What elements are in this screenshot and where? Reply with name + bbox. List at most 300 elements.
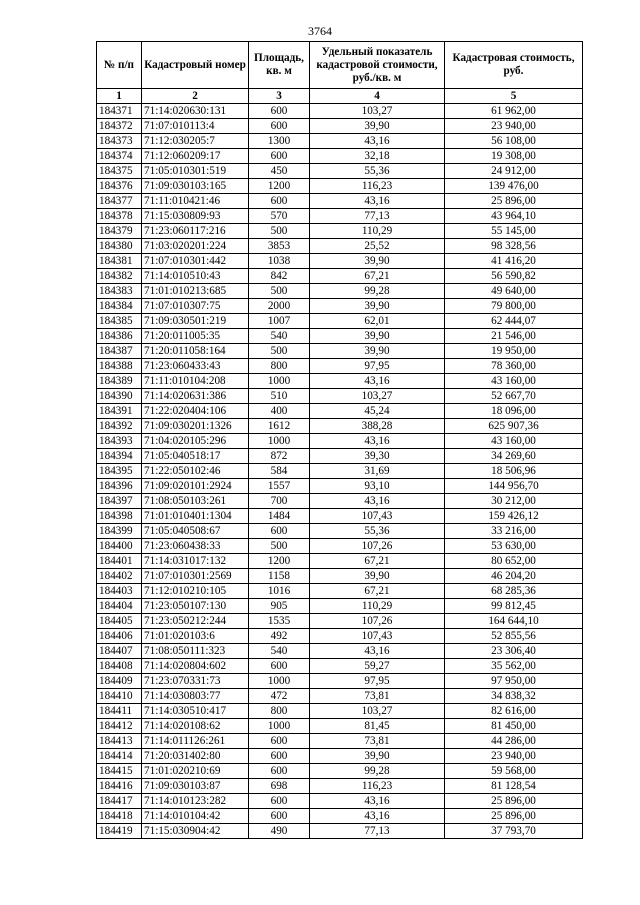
- cadastral-number-cell: 71:08:050111:323: [142, 644, 249, 659]
- specific-indicator-cell: 81,45: [310, 719, 445, 734]
- row-number-cell: 184401: [97, 554, 142, 569]
- cadastral-value-cell: 625 907,36: [445, 419, 583, 434]
- area-cell: 492: [249, 629, 310, 644]
- cadastral-number-cell: 71:14:020631:386: [142, 389, 249, 404]
- table-header: [97, 42, 583, 104]
- specific-indicator-cell: 103,27: [310, 704, 445, 719]
- cadastral-number-cell: 71:11:010104:208: [142, 374, 249, 389]
- specific-indicator-cell: 107,26: [310, 539, 445, 554]
- area-cell: 500: [249, 224, 310, 239]
- row-number-cell: 184408: [97, 659, 142, 674]
- row-number-cell: 184400: [97, 539, 142, 554]
- cadastral-value-cell: 56 590,82: [445, 269, 583, 284]
- row-number-cell: 184402: [97, 569, 142, 584]
- area-cell: 800: [249, 359, 310, 374]
- cadastral-value-cell: 68 285,36: [445, 584, 583, 599]
- table-row: [97, 509, 583, 524]
- row-number-cell: 184381: [97, 254, 142, 269]
- area-cell: 872: [249, 449, 310, 464]
- specific-indicator-cell: 39,90: [310, 749, 445, 764]
- cadastral-number-cell: 71:03:020201:224: [142, 239, 249, 254]
- row-number-cell: 184414: [97, 749, 142, 764]
- row-number-cell: 184373: [97, 134, 142, 149]
- table-row: [97, 629, 583, 644]
- cadastral-number-cell: 71:09:030201:1326: [142, 419, 249, 434]
- table-row: [97, 209, 583, 224]
- table-row: [97, 149, 583, 164]
- cadastral-value-cell: 56 108,00: [445, 134, 583, 149]
- cadastral-number-cell: 71:14:020804:602: [142, 659, 249, 674]
- table-row: [97, 359, 583, 374]
- row-number-cell: 184390: [97, 389, 142, 404]
- table-row: [97, 764, 583, 779]
- table-row: [97, 239, 583, 254]
- area-cell: 500: [249, 344, 310, 359]
- table-row: [97, 269, 583, 284]
- cadastral-value-cell: 35 562,00: [445, 659, 583, 674]
- table-body: [97, 104, 583, 839]
- cadastral-number-cell: 71:09:030103:87: [142, 779, 249, 794]
- cadastral-value-cell: 98 328,56: [445, 239, 583, 254]
- table-row: [97, 119, 583, 134]
- specific-indicator-cell: 103,27: [310, 389, 445, 404]
- cadastral-value-cell: 80 652,00: [445, 554, 583, 569]
- area-cell: 490: [249, 824, 310, 839]
- cadastral-value-cell: 25 896,00: [445, 194, 583, 209]
- specific-indicator-cell: 39,90: [310, 569, 445, 584]
- cadastral-value-cell: 49 640,00: [445, 284, 583, 299]
- cadastral-number-cell: 71:07:010301:442: [142, 254, 249, 269]
- cadastral-number-cell: 71:20:011058:164: [142, 344, 249, 359]
- table-row: [97, 404, 583, 419]
- area-cell: 1038: [249, 254, 310, 269]
- cadastral-value-cell: 53 630,00: [445, 539, 583, 554]
- specific-indicator-cell: 388,28: [310, 419, 445, 434]
- cadastral-value-cell: 34 838,32: [445, 689, 583, 704]
- cadastral-value-cell: 43 160,00: [445, 434, 583, 449]
- specific-indicator-cell: 39,90: [310, 344, 445, 359]
- cadastral-value-cell: 78 360,00: [445, 359, 583, 374]
- area-cell: 1200: [249, 179, 310, 194]
- cadastral-value-cell: 52 667,70: [445, 389, 583, 404]
- cadastral-number-cell: 71:15:030904:42: [142, 824, 249, 839]
- cadastral-value-cell: 81 128,54: [445, 779, 583, 794]
- area-cell: 1300: [249, 134, 310, 149]
- cadastral-value-cell: 23 940,00: [445, 119, 583, 134]
- specific-indicator-cell: 39,90: [310, 299, 445, 314]
- row-number-cell: 184374: [97, 149, 142, 164]
- cadastral-number-cell: 71:22:050102:46: [142, 464, 249, 479]
- specific-indicator-cell: 77,13: [310, 824, 445, 839]
- cadastral-number-cell: 71:14:010104:42: [142, 809, 249, 824]
- specific-indicator-cell: 39,90: [310, 254, 445, 269]
- table-row: [97, 674, 583, 689]
- cadastral-value-cell: 99 812,45: [445, 599, 583, 614]
- table-row: [97, 344, 583, 359]
- cadastral-number-cell: 71:05:040508:67: [142, 524, 249, 539]
- row-number-cell: 184410: [97, 689, 142, 704]
- row-number-cell: 184379: [97, 224, 142, 239]
- cadastral-value-cell: 25 896,00: [445, 809, 583, 824]
- specific-indicator-cell: 43,16: [310, 809, 445, 824]
- table-row: [97, 449, 583, 464]
- area-cell: 600: [249, 149, 310, 164]
- cadastral-number-cell: 71:23:060117:216: [142, 224, 249, 239]
- cadastral-value-cell: 79 800,00: [445, 299, 583, 314]
- cadastral-number-cell: 71:08:050103:261: [142, 494, 249, 509]
- cadastral-value-cell: 30 212,00: [445, 494, 583, 509]
- specific-indicator-cell: 67,21: [310, 584, 445, 599]
- table-row: [97, 824, 583, 839]
- row-number-cell: 184399: [97, 524, 142, 539]
- row-number-cell: 184407: [97, 644, 142, 659]
- row-number-cell: 184383: [97, 284, 142, 299]
- table-row: [97, 539, 583, 554]
- area-cell: 600: [249, 809, 310, 824]
- cadastral-value-cell: 18 506,96: [445, 464, 583, 479]
- page-number: 3764: [308, 24, 332, 38]
- row-number-cell: 184409: [97, 674, 142, 689]
- row-number-cell: 184398: [97, 509, 142, 524]
- cadastral-number-cell: 71:01:010401:1304: [142, 509, 249, 524]
- area-cell: 905: [249, 599, 310, 614]
- cadastral-value-cell: 25 896,00: [445, 794, 583, 809]
- row-number-cell: 184403: [97, 584, 142, 599]
- table-row: [97, 659, 583, 674]
- area-cell: 1000: [249, 719, 310, 734]
- row-number-cell: 184376: [97, 179, 142, 194]
- column-number: 2: [142, 89, 249, 104]
- table-row: [97, 554, 583, 569]
- table-row: [97, 614, 583, 629]
- specific-indicator-cell: 107,43: [310, 509, 445, 524]
- specific-indicator-cell: 43,16: [310, 794, 445, 809]
- area-cell: 500: [249, 539, 310, 554]
- table-row: [97, 719, 583, 734]
- table-row: [97, 374, 583, 389]
- table-row: [97, 779, 583, 794]
- header-area: Площадь, кв. м: [249, 42, 310, 89]
- specific-indicator-cell: 43,16: [310, 494, 445, 509]
- column-number-row: [97, 89, 583, 104]
- row-number-cell: 184405: [97, 614, 142, 629]
- cadastral-number-cell: 71:12:030205:7: [142, 134, 249, 149]
- cadastral-number-cell: 71:14:030803:77: [142, 689, 249, 704]
- area-cell: 584: [249, 464, 310, 479]
- specific-indicator-cell: 62,01: [310, 314, 445, 329]
- header-cadastral-number: Кадастровый номер: [142, 42, 249, 89]
- cadastral-value-cell: 41 416,20: [445, 254, 583, 269]
- row-number-cell: 184396: [97, 479, 142, 494]
- table-row: [97, 794, 583, 809]
- area-cell: 600: [249, 119, 310, 134]
- cadastral-number-cell: 71:01:020103:6: [142, 629, 249, 644]
- table-row: [97, 299, 583, 314]
- cadastral-number-cell: 71:01:010213:685: [142, 284, 249, 299]
- cadastral-number-cell: 71:12:060209:17: [142, 149, 249, 164]
- area-cell: 600: [249, 749, 310, 764]
- specific-indicator-cell: 43,16: [310, 374, 445, 389]
- specific-indicator-cell: 55,36: [310, 524, 445, 539]
- cadastral-value-cell: 164 644,10: [445, 614, 583, 629]
- row-number-cell: 184384: [97, 299, 142, 314]
- cadastral-value-cell: 59 568,00: [445, 764, 583, 779]
- row-number-cell: 184377: [97, 194, 142, 209]
- area-cell: 600: [249, 659, 310, 674]
- specific-indicator-cell: 25,52: [310, 239, 445, 254]
- table-row: [97, 809, 583, 824]
- area-cell: 540: [249, 644, 310, 659]
- cadastral-number-cell: 71:09:020101:2924: [142, 479, 249, 494]
- area-cell: 2000: [249, 299, 310, 314]
- area-cell: 1016: [249, 584, 310, 599]
- row-number-cell: 184397: [97, 494, 142, 509]
- specific-indicator-cell: 110,29: [310, 599, 445, 614]
- area-cell: 1158: [249, 569, 310, 584]
- area-cell: 1000: [249, 374, 310, 389]
- cadastral-value-cell: 19 308,00: [445, 149, 583, 164]
- cadastral-number-cell: 71:15:030809:93: [142, 209, 249, 224]
- cadastral-number-cell: 71:12:010210:105: [142, 584, 249, 599]
- area-cell: 600: [249, 194, 310, 209]
- row-number-cell: 184404: [97, 599, 142, 614]
- table-row: [97, 419, 583, 434]
- header-cadastral-value: Кадастровая стоимость, руб.: [445, 42, 583, 89]
- specific-indicator-cell: 67,21: [310, 269, 445, 284]
- specific-indicator-cell: 73,81: [310, 689, 445, 704]
- row-number-cell: 184406: [97, 629, 142, 644]
- cadastral-value-cell: 23 306,40: [445, 644, 583, 659]
- area-cell: 1007: [249, 314, 310, 329]
- table-row: [97, 524, 583, 539]
- table-row: [97, 164, 583, 179]
- column-number: 4: [310, 89, 445, 104]
- cadastral-value-cell: 55 145,00: [445, 224, 583, 239]
- area-cell: 472: [249, 689, 310, 704]
- area-cell: 3853: [249, 239, 310, 254]
- cadastral-value-cell: 82 616,00: [445, 704, 583, 719]
- specific-indicator-cell: 99,28: [310, 284, 445, 299]
- table-row: [97, 284, 583, 299]
- specific-indicator-cell: 110,29: [310, 224, 445, 239]
- cadastral-number-cell: 71:20:031402:80: [142, 749, 249, 764]
- table-row: [97, 104, 583, 119]
- cadastral-value-cell: 46 204,20: [445, 569, 583, 584]
- cadastral-number-cell: 71:14:020108:62: [142, 719, 249, 734]
- cadastral-value-cell: 21 546,00: [445, 329, 583, 344]
- cadastral-value-cell: 139 476,00: [445, 179, 583, 194]
- row-number-cell: 184411: [97, 704, 142, 719]
- table-row: [97, 749, 583, 764]
- cadastral-number-cell: 71:09:030103:165: [142, 179, 249, 194]
- table-row: [97, 494, 583, 509]
- row-number-cell: 184387: [97, 344, 142, 359]
- cadastral-value-cell: 62 444,07: [445, 314, 583, 329]
- area-cell: 700: [249, 494, 310, 509]
- row-number-cell: 184386: [97, 329, 142, 344]
- header-row: [97, 42, 583, 89]
- cadastral-value-cell: 81 450,00: [445, 719, 583, 734]
- specific-indicator-cell: 43,16: [310, 644, 445, 659]
- cadastral-number-cell: 71:05:010301:519: [142, 164, 249, 179]
- specific-indicator-cell: 116,23: [310, 179, 445, 194]
- specific-indicator-cell: 31,69: [310, 464, 445, 479]
- area-cell: 1000: [249, 434, 310, 449]
- specific-indicator-cell: 103,27: [310, 104, 445, 119]
- row-number-cell: 184392: [97, 419, 142, 434]
- cadastral-number-cell: 71:04:020105:296: [142, 434, 249, 449]
- cadastral-number-cell: 71:22:020404:106: [142, 404, 249, 419]
- specific-indicator-cell: 116,23: [310, 779, 445, 794]
- row-number-cell: 184418: [97, 809, 142, 824]
- cadastral-value-cell: 44 286,00: [445, 734, 583, 749]
- row-number-cell: 184412: [97, 719, 142, 734]
- area-cell: 600: [249, 104, 310, 119]
- area-cell: 800: [249, 704, 310, 719]
- row-number-cell: 184393: [97, 434, 142, 449]
- cadastral-value-cell: 23 940,00: [445, 749, 583, 764]
- row-number-cell: 184413: [97, 734, 142, 749]
- area-cell: 1557: [249, 479, 310, 494]
- specific-indicator-cell: 107,26: [310, 614, 445, 629]
- table-row: [97, 479, 583, 494]
- cadastral-number-cell: 71:01:020210:69: [142, 764, 249, 779]
- specific-indicator-cell: 43,16: [310, 134, 445, 149]
- table-row: [97, 734, 583, 749]
- cadastral-number-cell: 71:14:020630:131: [142, 104, 249, 119]
- area-cell: 510: [249, 389, 310, 404]
- cadastral-number-cell: 71:09:030501:219: [142, 314, 249, 329]
- table-row: [97, 434, 583, 449]
- table-row: [97, 704, 583, 719]
- row-number-cell: 184391: [97, 404, 142, 419]
- header-row-number: № п/п: [97, 42, 142, 89]
- row-number-cell: 184382: [97, 269, 142, 284]
- row-number-cell: 184419: [97, 824, 142, 839]
- specific-indicator-cell: 55,36: [310, 164, 445, 179]
- row-number-cell: 184380: [97, 239, 142, 254]
- specific-indicator-cell: 59,27: [310, 659, 445, 674]
- specific-indicator-cell: 107,43: [310, 629, 445, 644]
- table-row: [97, 599, 583, 614]
- cadastral-number-cell: 71:07:010301:2569: [142, 569, 249, 584]
- cadastral-number-cell: 71:23:050107:130: [142, 599, 249, 614]
- row-number-cell: 184371: [97, 104, 142, 119]
- cadastral-number-cell: 71:05:040518:17: [142, 449, 249, 464]
- area-cell: 400: [249, 404, 310, 419]
- cadastral-value-cell: 43 160,00: [445, 374, 583, 389]
- table-row: [97, 329, 583, 344]
- specific-indicator-cell: 32,18: [310, 149, 445, 164]
- header-specific-indicator: Удельный показатель кадастровой стоимости, руб./кв. м: [310, 42, 445, 89]
- area-cell: 1612: [249, 419, 310, 434]
- table-row: [97, 689, 583, 704]
- cadastral-number-cell: 71:23:060433:43: [142, 359, 249, 374]
- cadastral-value-cell: 61 962,00: [445, 104, 583, 119]
- specific-indicator-cell: 99,28: [310, 764, 445, 779]
- row-number-cell: 184417: [97, 794, 142, 809]
- row-number-cell: 184389: [97, 374, 142, 389]
- column-number: 3: [249, 89, 310, 104]
- area-cell: 1535: [249, 614, 310, 629]
- area-cell: 1484: [249, 509, 310, 524]
- table-row: [97, 254, 583, 269]
- cadastral-value-cell: 34 269,60: [445, 449, 583, 464]
- table-row: [97, 224, 583, 239]
- cadastral-number-cell: 71:23:070331:73: [142, 674, 249, 689]
- table-row: [97, 179, 583, 194]
- table-row: [97, 314, 583, 329]
- cadastral-number-cell: 71:11:010421:46: [142, 194, 249, 209]
- table-row: [97, 644, 583, 659]
- cadastral-number-cell: 71:23:050212:244: [142, 614, 249, 629]
- cadastral-number-cell: 71:07:010307:75: [142, 299, 249, 314]
- column-number: 1: [97, 89, 142, 104]
- cadastral-value-cell: 52 855,56: [445, 629, 583, 644]
- area-cell: 600: [249, 794, 310, 809]
- specific-indicator-cell: 39,90: [310, 329, 445, 344]
- cadastral-number-cell: 71:23:060438:33: [142, 539, 249, 554]
- cadastral-number-cell: 71:07:010113:4: [142, 119, 249, 134]
- row-number-cell: 184375: [97, 164, 142, 179]
- area-cell: 1200: [249, 554, 310, 569]
- specific-indicator-cell: 93,10: [310, 479, 445, 494]
- specific-indicator-cell: 45,24: [310, 404, 445, 419]
- table-row: [97, 194, 583, 209]
- specific-indicator-cell: 43,16: [310, 194, 445, 209]
- specific-indicator-cell: 39,90: [310, 119, 445, 134]
- area-cell: 698: [249, 779, 310, 794]
- table-row: [97, 464, 583, 479]
- area-cell: 600: [249, 524, 310, 539]
- specific-indicator-cell: 77,13: [310, 209, 445, 224]
- row-number-cell: 184385: [97, 314, 142, 329]
- specific-indicator-cell: 43,16: [310, 434, 445, 449]
- cadastral-number-cell: 71:14:030510:417: [142, 704, 249, 719]
- area-cell: 842: [249, 269, 310, 284]
- cadastral-number-cell: 71:14:031017:132: [142, 554, 249, 569]
- specific-indicator-cell: 73,81: [310, 734, 445, 749]
- cadastral-value-cell: 33 216,00: [445, 524, 583, 539]
- row-number-cell: 184378: [97, 209, 142, 224]
- row-number-cell: 184416: [97, 779, 142, 794]
- cadastral-number-cell: 71:14:010510:43: [142, 269, 249, 284]
- table-row: [97, 134, 583, 149]
- specific-indicator-cell: 39,30: [310, 449, 445, 464]
- area-cell: 1000: [249, 674, 310, 689]
- cadastral-value-cell: 144 956,70: [445, 479, 583, 494]
- cadastral-value-cell: 19 950,00: [445, 344, 583, 359]
- area-cell: 540: [249, 329, 310, 344]
- row-number-cell: 184372: [97, 119, 142, 134]
- cadastral-number-cell: 71:14:010123:282: [142, 794, 249, 809]
- specific-indicator-cell: 97,95: [310, 359, 445, 374]
- column-number: 5: [445, 89, 583, 104]
- specific-indicator-cell: 67,21: [310, 554, 445, 569]
- area-cell: 600: [249, 734, 310, 749]
- row-number-cell: 184395: [97, 464, 142, 479]
- row-number-cell: 184388: [97, 359, 142, 374]
- table-row: [97, 569, 583, 584]
- table-row: [97, 389, 583, 404]
- row-number-cell: 184415: [97, 764, 142, 779]
- row-number-cell: 184394: [97, 449, 142, 464]
- cadastral-value-cell: 24 912,00: [445, 164, 583, 179]
- table-row: [97, 584, 583, 599]
- cadastral-number-cell: 71:14:011126:261: [142, 734, 249, 749]
- cadastral-value-cell: 37 793,70: [445, 824, 583, 839]
- cadastral-value-table: [96, 41, 583, 839]
